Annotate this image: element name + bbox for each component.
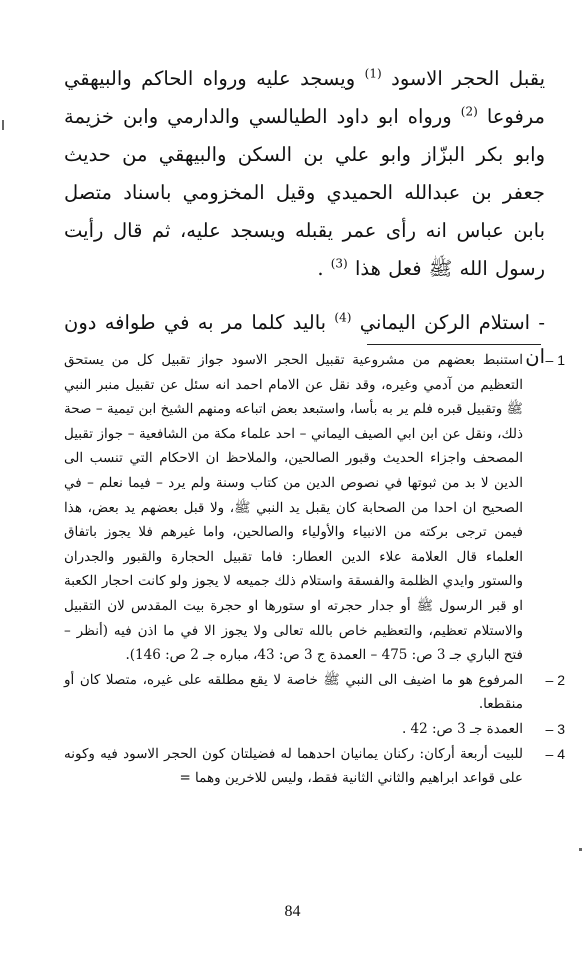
heading-part-a: استلام الركن اليماني <box>359 311 531 334</box>
scan-mark <box>2 120 4 130</box>
main-text-part-b: ويسجد عليه ورواه الحاكم والبيهقي مرفوعا <box>64 67 546 128</box>
footnote-text: للبيت أربعة أركان: ركنان يمانيان احدهما له فضيلتان كون الحجر الاسود فيه وكونه على قواعد ابراهيم والثاني الثانية فقط، وليس للاخرين وهما = <box>64 745 523 787</box>
scan-mark <box>579 848 582 851</box>
footnote-text: المرفوع هو ما اضيف الى النبي ﷺ خاصة لا يقع مطلقه على غيره، متصلا كان أو منقطعا. <box>64 671 523 713</box>
footnote-1 <box>64 348 565 668</box>
main-text-part-a: يقبل الحجر الاسود <box>391 67 546 90</box>
footnote-number: 4 – <box>545 745 565 762</box>
footnote-2 <box>64 668 565 717</box>
footnote-separator <box>367 344 541 345</box>
main-paragraph <box>64 60 545 288</box>
footnote-ref-3[interactable]: (3) <box>330 256 348 271</box>
footnote-ref-4[interactable]: (4) <box>334 310 352 325</box>
page-number: 84 <box>284 903 301 920</box>
main-text <box>64 60 545 288</box>
heading-dash: - <box>538 311 545 334</box>
footnote-number: 1 – <box>545 352 565 368</box>
footnote-4 <box>64 742 565 791</box>
footnote-text: استنبط بعضهم من مشروعية تقبيل الحجر الاسود جواز تقبيل كل من يستحق التعظيم من آدمي وغيره، وقد نقل عن الامام احمد انه سئل عن تقبيل منبر النبي ﷺ وتقبيل قبره فلم ير به بأسا، واستبعد بعض اتباعه ومنهم الشيخ ابن تيمية – صحة ذلك، ونقل عن ابن ابي الصيف اليماني – احد علماء مكة من الشافعية – جواز تقبيل المصحف واجزاء الحديث وقبور الصالحين، والملاحظ ان الاحكام التي تنسب الى الدين لا بد من ثبوتها في نصوص الدين من كتاب وسنة ولم يرد – فيما نعلم – في الصحيح ان احدا من الصحابة كان يقبل يد النبي ﷺ، ولا قبل بعضهم يد بعض، هذا فيمن ترجى بركته من الانبياء والأولياء والصالحين، واما غيرهم فلا يجوز باتفاق العلماء قال العلامة علاء الدين العطار: فاما تقبيل الحجارة والقبور والجدران والستور وايدي الظلمة والفسقة واستلام ذلك جميعه لا يجوز ولو كانت احجار الكعبة او قبر الرسول ﷺ أو جدار حجرته او ستورها او حجرة بيت المقدس لان التقبيل والاستلام تعظيم، والتعظيم خاص بالله تعالى ولا يجوز الا في ما اذن فيه (أنظر – فتح الباري جـ 3 ص: 475 – العمدة ج 3 ص: 43، مباره جـ 2 ص: 146). <box>64 352 523 664</box>
footnote-number: 3 – <box>545 720 565 737</box>
main-text-part-c: ورواه ابو داود الطيالسي والدارمي وابن خزيمة وابو بكر البزّاز وابو علي بن السكن والبيهقي من حديث جعفر بن عبدالله الحميدي وقيل المخزومي باسناد متصل بابن عباس انه رأى عمر يقبله ويسجد عليه، ثم قال رأيت رسول الله ﷺ فعل هذا <box>64 105 545 280</box>
footnotes <box>64 348 565 791</box>
footnote-number: 2 – <box>545 671 565 688</box>
heading-part-b: باليد كلما مر به في طوافه دون ان <box>64 311 545 368</box>
footnote-ref-1[interactable]: (1) <box>364 66 382 81</box>
footnote-3 <box>64 717 565 742</box>
footnote-text: العمدة جـ 3 ص: 42 . <box>401 720 523 737</box>
main-text-end: . <box>317 257 324 280</box>
footnote-ref-2[interactable]: (2) <box>460 104 478 119</box>
